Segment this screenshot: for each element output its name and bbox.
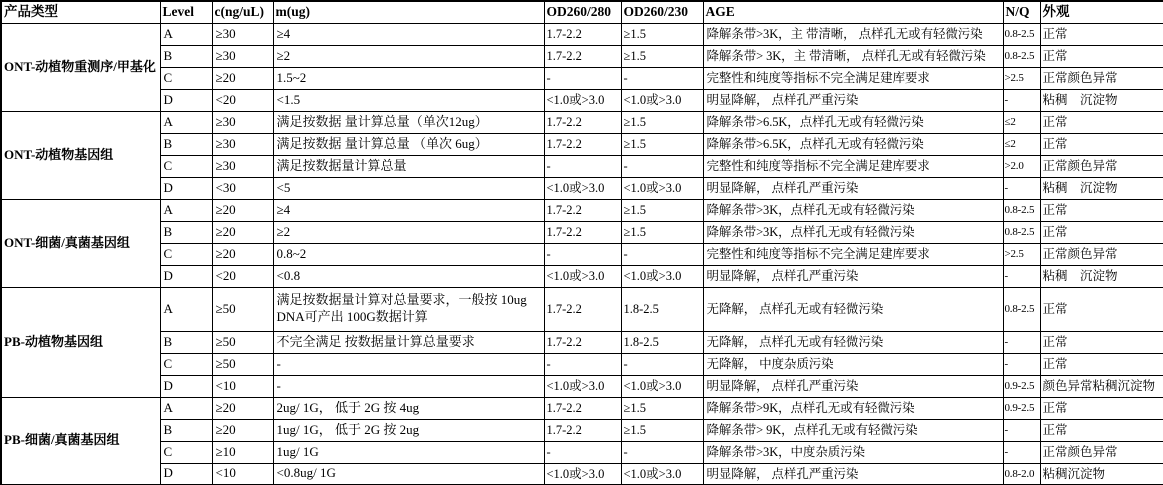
mass-cell: 2ug/ 1G， 低于 2G 按 4ug xyxy=(273,397,544,419)
nq-cell: 0.9-2.5 xyxy=(1003,397,1040,419)
table-row xyxy=(1,265,1163,287)
nq-cell: 0.8-2.0 xyxy=(1003,463,1040,485)
concentration-cell: <10 xyxy=(212,463,273,485)
od260-230-cell: - xyxy=(621,67,703,89)
table-row xyxy=(1,463,1163,485)
mass-cell: 满足按数据量计算总量 xyxy=(273,155,544,177)
mass-cell: ≥4 xyxy=(273,23,544,45)
mass-cell: <0.8ug/ 1G xyxy=(273,463,544,485)
appearance-cell: 正常 xyxy=(1040,199,1163,221)
appearance-cell: 粘稠 沉淀物 xyxy=(1040,89,1163,111)
od260-280-cell: 1.7-2.2 xyxy=(544,397,621,419)
od260-280-cell: - xyxy=(544,353,621,375)
appearance-cell: 粘稠沉淀物 xyxy=(1040,463,1163,485)
mass-cell: 1.5~2 xyxy=(273,67,544,89)
nq-cell: 0.8-2.5 xyxy=(1003,199,1040,221)
mass-cell: 0.8~2 xyxy=(273,243,544,265)
nq-cell: - xyxy=(1003,331,1040,353)
od260-230-cell: <1.0或>3.0 xyxy=(621,265,703,287)
age-cell: 明显降解， 点样孔严重污染 xyxy=(703,265,1003,287)
od260-230-cell: 1.8-2.5 xyxy=(621,331,703,353)
od260-230-cell: ≥1.5 xyxy=(621,397,703,419)
mass-cell: ≥2 xyxy=(273,221,544,243)
age-cell: 降解条带>6.5K，点样孔无或有轻微污染 xyxy=(703,133,1003,155)
nq-cell: 0.8-2.5 xyxy=(1003,221,1040,243)
appearance-cell: 粘稠 沉淀物 xyxy=(1040,265,1163,287)
mass-cell: <0.8 xyxy=(273,265,544,287)
concentration-cell: ≥10 xyxy=(212,441,273,463)
nq-cell: >2.5 xyxy=(1003,243,1040,265)
level-cell: D xyxy=(160,265,212,287)
level-cell: C xyxy=(160,243,212,265)
table-row xyxy=(1,111,1163,133)
table-row xyxy=(1,221,1163,243)
table-row xyxy=(1,287,1163,331)
concentration-cell: ≥20 xyxy=(212,243,273,265)
age-cell: 降解条带>9K，点样孔无或有轻微污染 xyxy=(703,397,1003,419)
appearance-cell: 正常颜色异常 xyxy=(1040,243,1163,265)
concentration-cell: ≥20 xyxy=(212,67,273,89)
appearance-cell: 正常 xyxy=(1040,111,1163,133)
od260-230-cell: <1.0或>3.0 xyxy=(621,177,703,199)
age-cell: 降解条带>3K，点样孔无或有轻微污染 xyxy=(703,221,1003,243)
age-cell: 降解条带> 3K，主 带清晰， 点样孔无或有轻微污染 xyxy=(703,45,1003,67)
od260-280-cell: <1.0或>3.0 xyxy=(544,375,621,397)
concentration-cell: <20 xyxy=(212,265,273,287)
product-type-cell: PB-动植物基因组 xyxy=(1,287,160,397)
od260-230-cell: ≥1.5 xyxy=(621,221,703,243)
od260-280-cell: <1.0或>3.0 xyxy=(544,265,621,287)
age-cell: 完整性和纯度等指标不完全满足建库要求 xyxy=(703,67,1003,89)
level-cell: A xyxy=(160,23,212,45)
concentration-cell: <30 xyxy=(212,177,273,199)
age-cell: 明显降解， 点样孔严重污染 xyxy=(703,375,1003,397)
table-row xyxy=(1,177,1163,199)
concentration-cell: ≥20 xyxy=(212,419,273,441)
od260-230-cell: - xyxy=(621,441,703,463)
appearance-cell: 正常颜色异常 xyxy=(1040,67,1163,89)
table-row xyxy=(1,397,1163,419)
nq-cell: 0.9-2.5 xyxy=(1003,375,1040,397)
table-row xyxy=(1,23,1163,45)
od260-230-cell: - xyxy=(621,155,703,177)
mass-cell: <1.5 xyxy=(273,89,544,111)
od260-280-cell: - xyxy=(544,155,621,177)
mass-cell: 1ug/ 1G xyxy=(273,441,544,463)
age-cell: 降解条带> 9K，点样孔无或有轻微污染 xyxy=(703,419,1003,441)
appearance-cell: 正常 xyxy=(1040,45,1163,67)
level-cell: D xyxy=(160,89,212,111)
appearance-cell: 正常颜色异常 xyxy=(1040,155,1163,177)
age-cell: 无降解， 点样孔无或有轻微污染 xyxy=(703,287,1003,331)
table-row xyxy=(1,133,1163,155)
od260-280-cell: 1.7-2.2 xyxy=(544,199,621,221)
od260-230-cell: ≥1.5 xyxy=(621,133,703,155)
concentration-cell: ≥30 xyxy=(212,45,273,67)
nq-cell: ≤2 xyxy=(1003,133,1040,155)
table-row xyxy=(1,441,1163,463)
level-cell: D xyxy=(160,375,212,397)
nq-cell: - xyxy=(1003,441,1040,463)
mass-cell: 满足按数据量计算对总量要求，一般按 10ug DNA可产出 100G数据计算 xyxy=(273,287,544,331)
od260-280-cell: 1.7-2.2 xyxy=(544,331,621,353)
table-row xyxy=(1,375,1163,397)
col-header-appearance: 外观 xyxy=(1040,1,1163,23)
appearance-cell: 正常 xyxy=(1040,353,1163,375)
concentration-cell: ≥20 xyxy=(212,199,273,221)
age-cell: 无降解， 中度杂质污染 xyxy=(703,353,1003,375)
mass-cell: - xyxy=(273,353,544,375)
age-cell: 无降解， 点样孔无或有轻微污染 xyxy=(703,331,1003,353)
table-row xyxy=(1,419,1163,441)
col-header-nq: N/Q xyxy=(1003,1,1040,23)
level-cell: B xyxy=(160,221,212,243)
level-cell: A xyxy=(160,111,212,133)
age-cell: 明显降解， 点样孔严重污染 xyxy=(703,177,1003,199)
level-cell: A xyxy=(160,397,212,419)
appearance-cell: 正常 xyxy=(1040,397,1163,419)
col-header-concentration: c(ng/uL) xyxy=(212,1,273,23)
concentration-cell: ≥50 xyxy=(212,353,273,375)
od260-280-cell: <1.0或>3.0 xyxy=(544,463,621,485)
od260-230-cell: 1.8-2.5 xyxy=(621,287,703,331)
age-cell: 完整性和纯度等指标不完全满足建库要求 xyxy=(703,243,1003,265)
nq-cell: - xyxy=(1003,419,1040,441)
od260-280-cell: 1.7-2.2 xyxy=(544,23,621,45)
age-cell: 降解条带>3K，主 带清晰， 点样孔无或有轻微污染 xyxy=(703,23,1003,45)
concentration-cell: ≥30 xyxy=(212,23,273,45)
od260-230-cell: ≥1.5 xyxy=(621,419,703,441)
od260-230-cell: ≥1.5 xyxy=(621,23,703,45)
appearance-cell: 正常 xyxy=(1040,23,1163,45)
age-cell: 降解条带>3K，点样孔无或有轻微污染 xyxy=(703,199,1003,221)
level-cell: D xyxy=(160,463,212,485)
age-cell: 明显降解， 点样孔严重污染 xyxy=(703,463,1003,485)
od260-230-cell: ≥1.5 xyxy=(621,199,703,221)
level-cell: D xyxy=(160,177,212,199)
age-cell: 降解条带>6.5K，点样孔无或有轻微污染 xyxy=(703,111,1003,133)
nq-cell: >2.5 xyxy=(1003,67,1040,89)
appearance-cell: 颜色异常粘稠沉淀物 xyxy=(1040,375,1163,397)
header-row xyxy=(1,1,1163,23)
concentration-cell: ≥20 xyxy=(212,397,273,419)
table-row xyxy=(1,331,1163,353)
od260-230-cell: <1.0或>3.0 xyxy=(621,463,703,485)
product-type-cell: ONT-动植物重测序/甲基化 xyxy=(1,23,160,111)
level-cell: B xyxy=(160,133,212,155)
table-row xyxy=(1,45,1163,67)
age-cell: 完整性和纯度等指标不完全满足建库要求 xyxy=(703,155,1003,177)
appearance-cell: 正常 xyxy=(1040,133,1163,155)
concentration-cell: ≥20 xyxy=(212,221,273,243)
od260-280-cell: <1.0或>3.0 xyxy=(544,177,621,199)
col-header-od260-280: OD260/280 xyxy=(544,1,621,23)
level-cell: C xyxy=(160,67,212,89)
appearance-cell: 粘稠 沉淀物 xyxy=(1040,177,1163,199)
concentration-cell: ≥50 xyxy=(212,331,273,353)
age-cell: 明显降解， 点样孔严重污染 xyxy=(703,89,1003,111)
table-row xyxy=(1,199,1163,221)
col-header-mass: m(ug) xyxy=(273,1,544,23)
table-row xyxy=(1,89,1163,111)
appearance-cell: 正常 xyxy=(1040,221,1163,243)
level-cell: C xyxy=(160,155,212,177)
od260-230-cell: <1.0或>3.0 xyxy=(621,89,703,111)
nq-cell: ≤2 xyxy=(1003,111,1040,133)
product-type-cell: PB-细菌/真菌基因组 xyxy=(1,397,160,485)
table-row xyxy=(1,353,1163,375)
mass-cell: 不完全满足 按数据量计算总量要求 xyxy=(273,331,544,353)
col-header-product-type: 产品类型 xyxy=(1,1,160,23)
table-row xyxy=(1,67,1163,89)
od260-280-cell: 1.7-2.2 xyxy=(544,133,621,155)
nq-cell: - xyxy=(1003,177,1040,199)
od260-230-cell: <1.0或>3.0 xyxy=(621,375,703,397)
col-header-od260-230: OD260/230 xyxy=(621,1,703,23)
nq-cell: 0.8-2.5 xyxy=(1003,287,1040,331)
mass-cell: <5 xyxy=(273,177,544,199)
nq-cell: - xyxy=(1003,353,1040,375)
od260-280-cell: 1.7-2.2 xyxy=(544,111,621,133)
mass-cell: 满足按数据 量计算总量 （单次 6ug） xyxy=(273,133,544,155)
level-cell: B xyxy=(160,331,212,353)
mass-cell: ≥4 xyxy=(273,199,544,221)
table-row xyxy=(1,155,1163,177)
appearance-cell: 正常颜色异常 xyxy=(1040,441,1163,463)
level-cell: B xyxy=(160,45,212,67)
nq-cell: - xyxy=(1003,89,1040,111)
od260-230-cell: - xyxy=(621,353,703,375)
nq-cell: 0.8-2.5 xyxy=(1003,23,1040,45)
od260-280-cell: - xyxy=(544,243,621,265)
concentration-cell: ≥30 xyxy=(212,155,273,177)
appearance-cell: 正常 xyxy=(1040,419,1163,441)
appearance-cell: 正常 xyxy=(1040,331,1163,353)
level-cell: A xyxy=(160,287,212,331)
mass-cell: - xyxy=(273,375,544,397)
concentration-cell: ≥50 xyxy=(212,287,273,331)
od260-280-cell: - xyxy=(544,67,621,89)
col-header-level: Level xyxy=(160,1,212,23)
product-type-cell: ONT-动植物基因组 xyxy=(1,111,160,199)
level-cell: C xyxy=(160,353,212,375)
nq-cell: - xyxy=(1003,265,1040,287)
concentration-cell: <20 xyxy=(212,89,273,111)
concentration-cell: <10 xyxy=(212,375,273,397)
level-cell: A xyxy=(160,199,212,221)
nq-cell: >2.0 xyxy=(1003,155,1040,177)
concentration-cell: ≥30 xyxy=(212,133,273,155)
od260-280-cell: 1.7-2.2 xyxy=(544,45,621,67)
od260-280-cell: <1.0或>3.0 xyxy=(544,89,621,111)
level-cell: B xyxy=(160,419,212,441)
mass-cell: ≥2 xyxy=(273,45,544,67)
concentration-cell: ≥30 xyxy=(212,111,273,133)
col-header-age: AGE xyxy=(703,1,1003,23)
od260-230-cell: ≥1.5 xyxy=(621,45,703,67)
od260-280-cell: 1.7-2.2 xyxy=(544,221,621,243)
od260-280-cell: 1.7-2.2 xyxy=(544,419,621,441)
mass-cell: 1ug/ 1G， 低于 2G 按 2ug xyxy=(273,419,544,441)
mass-cell: 满足按数据 量计算总量（单次12ug） xyxy=(273,111,544,133)
level-cell: C xyxy=(160,441,212,463)
table-row xyxy=(1,243,1163,265)
od260-230-cell: ≥1.5 xyxy=(621,111,703,133)
od260-280-cell: 1.7-2.2 xyxy=(544,287,621,331)
age-cell: 降解条带>3K，中度杂质污染 xyxy=(703,441,1003,463)
od260-280-cell: - xyxy=(544,441,621,463)
nq-cell: 0.8-2.5 xyxy=(1003,45,1040,67)
product-type-cell: ONT-细菌/真菌基因组 xyxy=(1,199,160,287)
appearance-cell: 正常 xyxy=(1040,287,1163,331)
od260-230-cell: - xyxy=(621,243,703,265)
